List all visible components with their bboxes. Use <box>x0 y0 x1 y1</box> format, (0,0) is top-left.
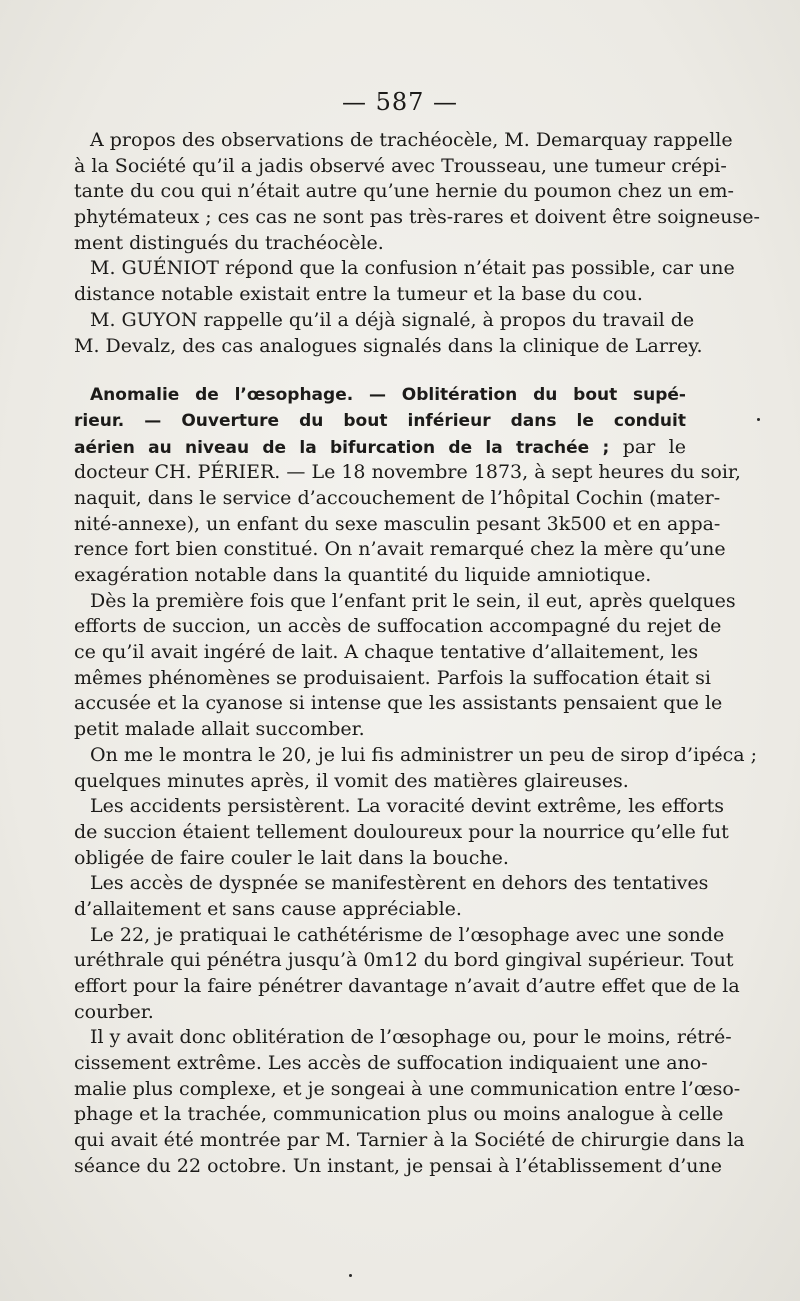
text-line: uréthrale qui pénétra jusqu’à 0m12 du bord gingival supérieur. Tout <box>74 949 734 972</box>
paragraph <box>74 589 736 743</box>
byline-prefix: par le <box>622 435 686 458</box>
text-line: efforts de succion, un accès de suffocation accompagné du rejet de <box>74 615 722 638</box>
text-line: cissement extrême. Les accès de suffocation indiquaient une ano- <box>74 1052 708 1075</box>
page-body <box>74 128 760 1180</box>
page-number: — 587 — <box>341 88 459 116</box>
text-line: phytémateux ; ces cas ne sont pas très-rares et doivent être soigneuse- <box>74 206 760 229</box>
text-line: Le 22, je pratiquai le cathétérisme de l’œsophage avec une sonde <box>90 923 725 946</box>
paragraph <box>74 743 757 794</box>
text-line: petit malade allait succomber. <box>74 718 365 741</box>
paragraph <box>74 128 760 256</box>
heading-line: rieur. — Ouverture du bout inférieur dans le conduit <box>74 410 686 431</box>
text-line: obligée de faire couler le lait dans la bouche. <box>74 846 509 869</box>
text-line: tante du cou qui n’était autre qu’une hernie du poumon chez un em- <box>74 180 734 203</box>
text-line: quelques minutes après, il vomit des matières glaireuses. <box>74 769 629 792</box>
text-line: distance notable existait entre la tumeur et la base du cou. <box>74 283 643 306</box>
text-line: d’allaitement et sans cause appréciable. <box>74 897 462 920</box>
paragraph <box>74 256 735 307</box>
paragraph <box>74 1025 745 1179</box>
ink-speck <box>757 418 760 421</box>
text-line: Les accès de dyspnée se manifestèrent en dehors des tentatives <box>90 872 709 895</box>
text-line: nité-annexe), un enfant du sexe masculin pesant 3k500 et en appa- <box>74 512 721 535</box>
text-line: ment distingués du trachéocèle. <box>74 231 384 254</box>
section-heading <box>74 383 741 589</box>
paragraph <box>74 308 703 359</box>
text-line: effort pour la faire pénétrer davantage n’avait d’autre effet que de la <box>74 975 740 997</box>
paragraph <box>74 923 740 1026</box>
text-line: M. GUYON rappelle qu’il a déjà signalé, à propos du travail de <box>90 308 695 331</box>
author-byline: docteur CH. PÉRIER. <box>74 461 281 484</box>
text-line: malie plus complexe, et je songeai à une communication entre l’œso- <box>74 1077 741 1100</box>
text-line: ce qu’il avait ingéré de lait. A chaque tentative d’allaitement, les <box>74 641 699 664</box>
heading-line: Anomalie de l’œsophage. — Oblitération du bout supé- <box>90 385 686 406</box>
paragraph <box>74 794 729 871</box>
paragraph <box>74 871 709 922</box>
heading-line: aérien au niveau de la bifurcation de la trachée ; <box>74 437 610 458</box>
text-line: Dès la première fois que l’enfant prit le sein, il eut, après quelques <box>90 589 736 612</box>
text-line: courber. <box>74 1000 154 1023</box>
text-line: M. Devalz, des cas analogues signalés dans la clinique de Larrey. <box>74 334 703 357</box>
text-line: exagération notable dans la quantité du liquide amniotique. <box>74 564 652 586</box>
text-line: de succion étaient tellement douloureux pour la nourrice qu’elle fut <box>74 820 729 843</box>
text-line: On me le montra le 20, je lui fis administrer un peu de sirop d’ipéca ; <box>90 743 757 766</box>
text-line: mêmes phénomènes se produisaient. Parfois la suffocation était si <box>74 666 711 689</box>
text-line: Il y avait donc oblitération de l’œsophage ou, pour le moins, rétré- <box>90 1026 732 1049</box>
text-line: Les accidents persistèrent. La voracité devint extrême, les efforts <box>90 795 724 818</box>
text-line: phage et la trachée, communication plus ou moins analogue à celle <box>74 1103 724 1126</box>
byline-line <box>74 460 741 486</box>
section-gap <box>74 359 686 383</box>
text-line: qui avait été montrée par M. Tarnier à la Société de chirurgie dans la <box>74 1129 745 1152</box>
text-line: à la Société qu’il a jadis observé avec Trousseau, une tumeur crépi- <box>74 154 727 177</box>
text-line: séance du 22 octobre. Un instant, je pensai à l’établissement d’une <box>74 1154 722 1177</box>
ink-speck <box>349 1274 352 1277</box>
text-line: M. GUÉNIOT répond que la confusion n’était pas possible, car une <box>90 257 735 280</box>
text-line: rence fort bien constitué. On n’avait remarqué chez la mère qu’une <box>74 538 726 561</box>
text-line: A propos des observations de trachéocèle, M. Demarquay rappelle <box>90 129 733 151</box>
lead-text: — Le 18 novembre 1873, à sept heures du soir, <box>286 461 741 484</box>
heading-byline-line <box>74 435 686 461</box>
text-line: accusée et la cyanose si intense que les assistants pensaient que le <box>74 692 723 715</box>
text-line: naquit, dans le service d’accouchement de l’hôpital Cochin (mater- <box>74 486 721 509</box>
